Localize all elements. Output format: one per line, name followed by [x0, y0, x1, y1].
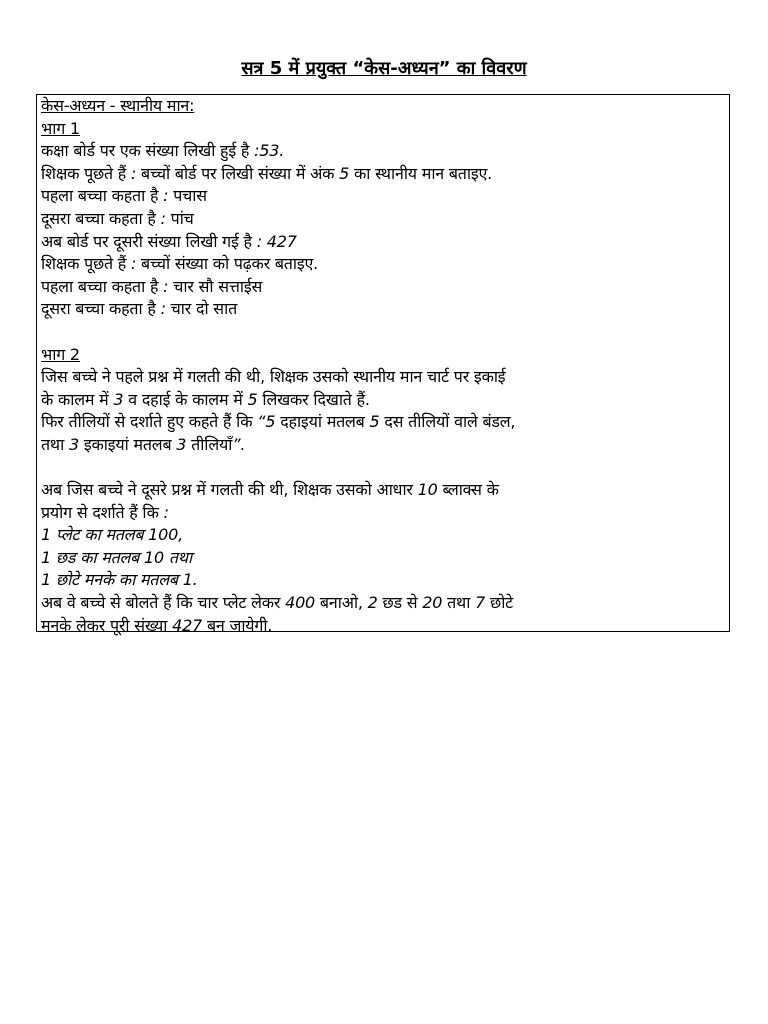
text-line: अब जिस बच्चे ने दूसरे प्रश्न में गलती की थी, शिक्षक उसको आधार 10 ब्लाक्स के	[41, 480, 499, 500]
text-line: अब बोर्ड पर दूसरी संख्या लिखी गई है : 427	[41, 231, 297, 251]
text-line: तथा 3 इकाइयां मतलब 3 तीलियाँ”.	[41, 434, 246, 454]
text-line: शिक्षक पूछते हैं : बच्चों संख्या को पढ़कर बताइए.	[41, 254, 319, 274]
part-1-label: भाग 1	[41, 118, 80, 138]
text-line: कक्षा बोर्ड पर एक संख्या लिखी हुई है :53.	[41, 141, 285, 161]
case-study-heading: केस-अध्यन - स्थानीय मान:	[41, 96, 195, 115]
text-line: मनके लेकर पूरी संख्या 427 बन जायेगी.	[41, 615, 273, 635]
text-line: जिस बच्चे ने पहले प्रश्न में गलती की थी, शिक्षक उसको स्थानीय मान चार्ट पर इकाई	[41, 367, 506, 387]
page-title: सत्र 5 में प्रयुक्त “केस-अध्यन” का विवरण	[241, 58, 527, 79]
spacer	[41, 457, 725, 480]
part-2-label: भाग 2	[41, 344, 80, 364]
text-line: पहला बच्चा कहता है : चार सौ सत्ताईस	[41, 276, 263, 296]
text-line: फिर तीलियों से दर्शाते हुए कहते हैं कि “5 दहाइयां मतलब 5 दस तीलियों वाले बंडल,	[41, 412, 516, 432]
text-line: 1 प्लेट का मतलब 100,	[41, 525, 183, 545]
text-line: पहला बच्चा कहता है : पचास	[41, 186, 207, 206]
text-line: 1 छड का मतलब 10 तथा	[41, 547, 192, 567]
text-line: प्रयोग से दर्शाते हैं कि :	[41, 502, 169, 522]
case-study-box	[36, 94, 730, 635]
spacer	[41, 321, 725, 344]
text-line: दूसरा बच्चा कहता है : पांच	[41, 208, 194, 228]
text-line: दूसरा बच्चा कहता है : चार दो सात	[41, 299, 237, 319]
text-line: अब वे बच्चे से बोलते हैं कि चार प्लेट लेकर 400 बनाओ, 2 छड से 20 तथा 7 छोटे	[41, 593, 514, 613]
text-line: 1 छोटे मनके का मतलब 1.	[41, 570, 198, 590]
text-line: के कालम में 3 व दहाई के कालम में 5 लिखकर दिखाते हैं.	[41, 389, 370, 409]
text-line: शिक्षक पूछते हैं : बच्चों बोर्ड पर लिखी संख्या में अंक 5 का स्थानीय मान बताइए.	[41, 163, 493, 183]
